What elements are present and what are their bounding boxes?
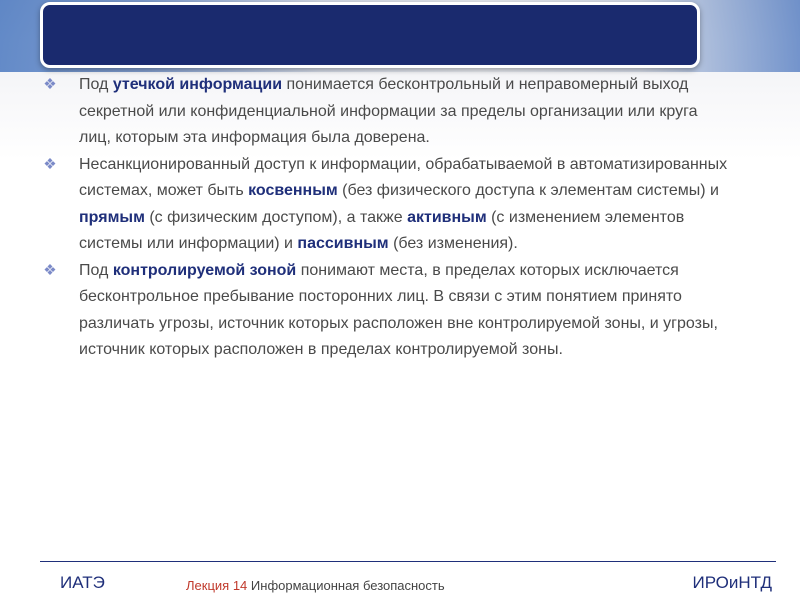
footer-department: ИРОиНТД [692,573,772,592]
footer-institute: ИАТЭ [60,573,105,592]
course-name: Информационная безопасность [250,578,445,593]
bullet-term: утечкой информации [112,76,283,93]
bullet-text-part: Под [79,261,113,279]
footer [0,566,800,600]
bullet-term: косвенным [248,182,338,199]
bullet-text [79,76,697,146]
bullet-item [42,72,732,152]
bullet-text [79,156,727,253]
bullet-text-part: (с физическим доступом), а также [144,208,408,226]
bullet-text-part: (без физического доступа к элементам системы) и [337,182,719,199]
bullet-text-part: (с изменением элементов системы или информации) и [79,208,685,252]
footer-lecture [186,578,445,593]
bullet-term: прямым [79,208,145,226]
diamond-bullet-icon: ❖ [43,155,57,173]
bullet-item [42,152,732,258]
footer-divider [40,561,776,562]
title-panel [40,2,700,68]
diamond-bullet-icon: ❖ [43,261,57,279]
bullet-text-part: Под [79,76,113,93]
bullet-term: активным [407,208,487,226]
bullet-item [42,258,732,364]
bullet-term: пассивным [297,235,389,252]
lecture-label: Лекция [186,578,230,593]
bullet-text [79,262,718,359]
bullet-text-part: Несанкционированный доступ к информации, обрабатываемой в автоматизированных системах, может быть [79,155,728,199]
bullet-text-part: (без изменения). [388,235,518,252]
bullet-text-part: понимают места, в пределах которых исключается бесконтрольное пребывание посторонних лиц. В связи с этим понятием принято различать угрозы, источник которых расположен вне контролируемой зоны, и угрозы, источник которых расположен в пределах контролируемой зоны. [79,261,718,358]
diamond-bullet-icon: ❖ [43,76,57,93]
lecture-number: 14 [232,578,248,593]
bullet-term: контролируемой зоной [112,261,297,279]
slide-content [42,72,732,364]
bullet-text-part: понимается бесконтрольный и неправомерный выход секретной или конфиденциальной информации за пределы организации или круга лиц, которым эта информация была доверена. [79,76,698,146]
